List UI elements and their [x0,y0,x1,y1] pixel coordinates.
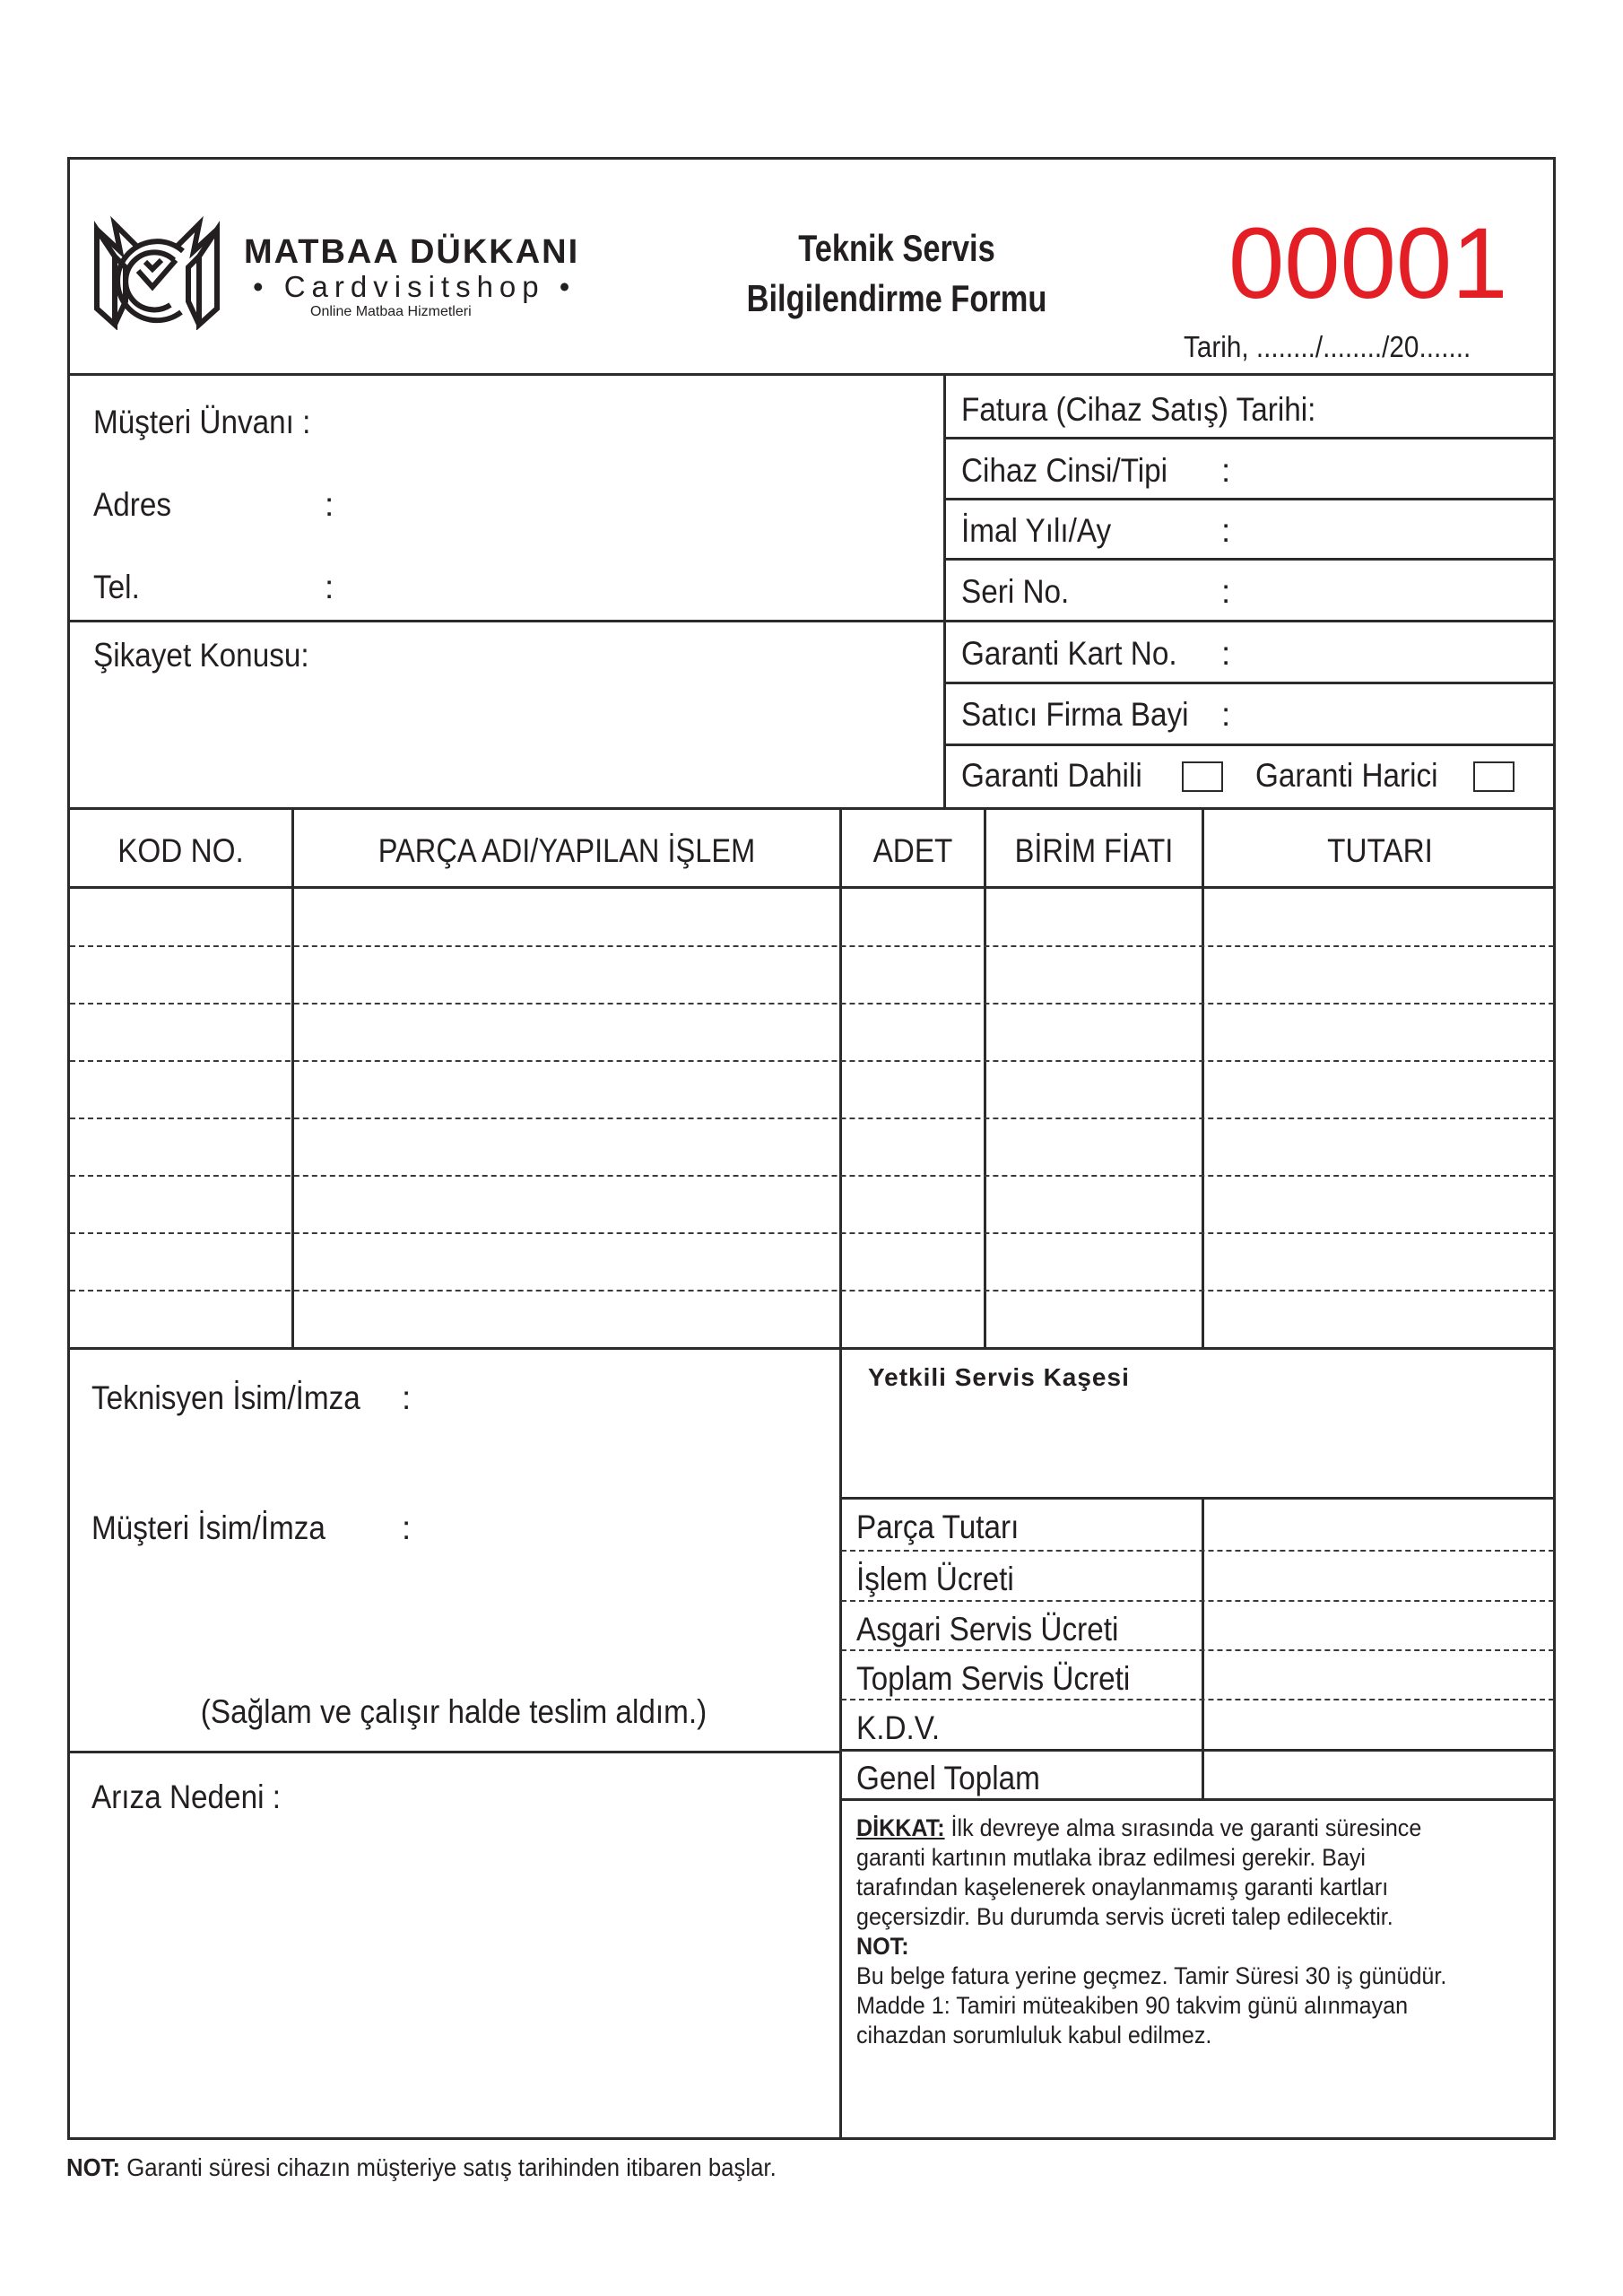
summary-value[interactable] [1215,1708,1547,1744]
cell-code[interactable] [77,1130,284,1170]
cell-code[interactable] [77,1245,284,1284]
cell-quantity[interactable] [849,1130,976,1170]
divider [67,886,1556,889]
fault-reason-label: Arıza Nedeni : [91,1779,282,1815]
cell-quantity[interactable] [849,1073,976,1112]
divider [943,498,1556,500]
summary-label: K.D.V. [856,1709,941,1746]
summary-value[interactable] [1215,1658,1547,1694]
cell-unit-price[interactable] [994,900,1194,940]
cell-part-name[interactable] [301,1245,832,1284]
note-text-2: Madde 1: Tamiri müteakiben 90 takvim günü alınmayan [856,1992,1409,2019]
warranty-in-label: Garanti Dahili [961,757,1142,794]
technician-colon: : [402,1379,412,1416]
dealer-colon: : [1221,696,1231,733]
note-text-1: Bu belge fatura yerine geçmez. Tamir Süresi 30 iş günüdür. [856,1962,1447,1989]
cell-part-name[interactable] [301,1073,832,1112]
row-separator [70,945,1554,947]
row-separator [70,1003,1554,1004]
warning-text-2: garanti kartının mutlaka ibraz edilmesi gerekir. Bayi [856,1844,1367,1871]
phone-colon: : [325,569,334,605]
warning-notice [856,1813,1446,2050]
row-separator [70,1232,1554,1234]
form-title-line1: Teknik Servis [798,227,995,269]
cell-unit-price[interactable] [994,1187,1194,1227]
cell-unit-price[interactable] [994,1015,1194,1055]
summary-value[interactable] [1215,1609,1547,1645]
column-header-code: KOD NO. [117,832,244,869]
cell-total[interactable] [1211,1073,1547,1112]
warranty-card-colon: : [1221,635,1231,672]
cell-code[interactable] [77,1187,284,1227]
cell-code[interactable] [77,900,284,940]
manufacture-date-input[interactable] [1242,505,1547,550]
row-separator [841,1749,1554,1752]
complaint-input[interactable] [93,682,927,798]
cell-part-name[interactable] [301,958,832,997]
row-separator [841,1600,1554,1602]
address-colon: : [325,486,334,523]
customer-name-label: Müşteri Ünvanı : [93,404,311,440]
warranty-in-checkbox[interactable] [1182,761,1223,792]
column-header-total: TUTARI [1327,832,1433,869]
complaint-label: Şikayet Konusu: [93,637,309,674]
warranty-card-label: Garanti Kart No. [961,635,1177,672]
address-input[interactable] [341,477,933,522]
dealer-label: Satıcı Firma Bayi [961,696,1189,733]
summary-value[interactable] [1215,1559,1547,1595]
row-separator [70,1118,1554,1119]
cell-total[interactable] [1211,1130,1547,1170]
summary-label: Asgari Servis Ücreti [856,1611,1119,1648]
summary-label: Toplam Servis Ücreti [856,1660,1131,1697]
cell-unit-price[interactable] [994,1302,1194,1342]
divider [67,373,1556,376]
divider [67,807,1556,810]
cell-unit-price[interactable] [994,958,1194,997]
cell-quantity[interactable] [849,1245,976,1284]
column-header-quantity: ADET [872,832,953,869]
cell-part-name[interactable] [301,1015,832,1055]
divider [1202,1497,1204,1800]
brand-subtitle: • Cardvisitshop • [253,270,577,303]
row-separator [841,1649,1554,1651]
divider [67,620,944,622]
warranty-out-label: Garanti Harici [1255,757,1438,794]
divider [839,807,842,2140]
warranty-card-input[interactable] [1242,628,1547,673]
serial-no-input[interactable] [1242,566,1547,611]
brand-tagline: Online Matbaa Hizmetleri [310,304,472,319]
cell-quantity[interactable] [849,900,976,940]
cell-unit-price[interactable] [994,1130,1194,1170]
summary-label: Genel Toplam [856,1760,1040,1796]
cell-code[interactable] [77,1015,284,1055]
cell-total[interactable] [1211,1245,1547,1284]
divider [984,807,986,1348]
cell-code[interactable] [77,958,284,997]
serial-no-colon: : [1221,573,1231,610]
stamp-label: Yetkili Servis Kaşesi [868,1363,1130,1391]
manufacture-colon: : [1221,512,1231,549]
warning-text-1: İlk devreye alma sırasında ve garanti süresince [944,1814,1422,1841]
phone-label: Tel. [93,569,140,605]
row-separator [70,1175,1554,1177]
device-type-colon: : [1221,452,1231,489]
cell-part-name[interactable] [301,1130,832,1170]
dealer-input[interactable] [1242,689,1547,734]
cell-quantity[interactable] [849,1187,976,1227]
cell-unit-price[interactable] [994,1073,1194,1112]
summary-label: Parça Tutarı [856,1509,1020,1545]
device-type-input[interactable] [1242,445,1547,490]
brand-logo [93,215,221,330]
technician-signature-label: Teknisyen İsim/İmza [91,1379,360,1416]
divider [943,437,1556,439]
customer-signature-field[interactable] [421,1502,825,1556]
brand-name: MATBAA DÜKKANI [244,233,580,271]
device-type-label: Cihaz Cinsi/Tipi [961,452,1168,489]
cell-part-name[interactable] [301,1302,832,1342]
warning-label: DİKKAT: [856,1814,945,1841]
phone-input[interactable] [341,560,933,604]
note-text-3: cihazdan sorumluluk kabul edilmez. [856,2022,1212,2048]
cell-code[interactable] [77,1073,284,1112]
cell-part-name[interactable] [301,1187,832,1227]
serial-no-label: Seri No. [961,573,1070,610]
manufacture-date-label: İmal Yılı/Ay [961,512,1112,549]
divider [943,682,1556,684]
footer-note-label: NOT: [66,2153,121,2181]
cell-unit-price[interactable] [994,1245,1194,1284]
column-header-part-name: PARÇA ADI/YAPILAN İŞLEM [378,832,756,869]
note-label: NOT: [856,1933,909,1960]
cell-quantity[interactable] [849,1302,976,1342]
footer-note [66,2155,777,2180]
cell-total[interactable] [1211,1302,1547,1342]
customer-colon: : [402,1509,412,1546]
fault-reason-input[interactable] [91,1825,827,2121]
address-label: Adres [93,486,171,523]
cell-code[interactable] [77,1302,284,1342]
summary-value[interactable] [1215,1507,1547,1543]
cell-quantity[interactable] [849,1015,976,1055]
footer-note-text: Garanti süresi cihazın müşteriye satış tarihinden itibaren başlar. [120,2153,777,2181]
warning-text-4: geçersizdir. Bu durumda servis ücreti talep edilecektir. [856,1903,1393,1930]
serial-number: 00001 [1228,207,1508,319]
customer-name-input[interactable] [341,395,933,439]
divider [943,744,1556,746]
row-separator [70,1290,1554,1292]
device-invoice-date-input[interactable] [1354,384,1547,429]
summary-label: İşlem Ücreti [856,1561,1014,1597]
cell-quantity[interactable] [849,958,976,997]
form-title-line2: Bilgilendirme Formu [746,277,1047,319]
cell-part-name[interactable] [301,900,832,940]
customer-signature-label: Müşteri İsim/İmza [91,1509,325,1546]
cell-total[interactable] [1211,958,1547,997]
row-separator [841,1550,1554,1552]
divider [943,620,1556,622]
divider [943,558,1556,561]
divider [839,1798,1556,1801]
divider [1202,807,1204,1348]
technician-signature-field[interactable] [421,1372,825,1426]
divider [839,1497,1556,1500]
cell-total[interactable] [1211,900,1547,940]
received-note: (Sağlam ve çalışır halde teslim aldım.) [200,1693,707,1730]
mc-check-logo-icon [93,215,221,330]
divider [291,807,294,1348]
warranty-out-checkbox[interactable] [1473,761,1515,792]
invoice-date-label: Fatura (Cihaz Satış) Tarihi: [961,391,1316,428]
cell-total[interactable] [1211,1015,1547,1055]
date-field[interactable]: Tarih, ......../......../20....... [1184,330,1471,363]
stamp-area [843,1399,1551,1493]
warning-text-3: tarafından kaşelenerek onaylanmamış garanti kartları [856,1874,1389,1900]
column-header-unit-price: BİRİM FİATI [1014,832,1174,869]
divider [67,1751,840,1753]
cell-total[interactable] [1211,1187,1547,1227]
row-separator [841,1699,1554,1700]
divider [67,1347,1556,1350]
summary-value[interactable] [1215,1758,1547,1794]
row-separator [70,1060,1554,1062]
